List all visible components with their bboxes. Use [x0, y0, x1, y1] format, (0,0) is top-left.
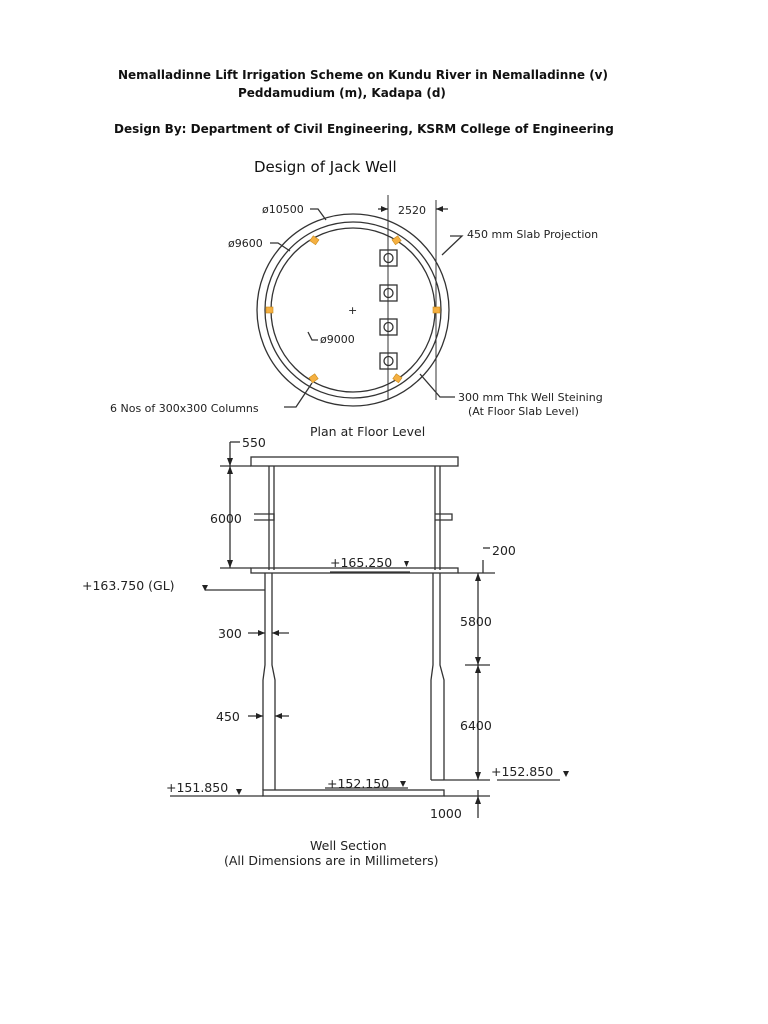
dim-base: 1000	[430, 806, 462, 821]
column-1	[310, 236, 319, 245]
section-caption-2: (All Dimensions are in Millimeters)	[224, 853, 439, 868]
dim-floor-slab: 200	[492, 543, 516, 558]
dim-upper-height: 6000	[210, 511, 242, 526]
page-title: Design of Jack Well	[254, 158, 397, 176]
design-by: Design By: Department of Civil Engineering, KSRM College of Engineering	[114, 122, 614, 136]
column-5	[309, 374, 318, 383]
top-slab	[251, 457, 458, 466]
plan-caption: Plan at Floor Level	[310, 424, 426, 439]
column-3	[266, 307, 273, 313]
slab-projection-label: 450 mm Slab Projection	[467, 228, 599, 241]
level-base: +152.150	[327, 776, 390, 791]
level-left-bottom: +151.850	[166, 780, 229, 795]
section-caption-1: Well Section	[310, 838, 387, 853]
column-4	[433, 307, 440, 313]
center-mark: +	[348, 304, 358, 317]
dim-slab-top: 550	[242, 435, 266, 450]
offset-dim-label: 2520	[398, 204, 426, 217]
columns-note: 6 Nos of 300x300 Columns	[110, 402, 259, 415]
dim-upper-well: 5800	[460, 614, 492, 629]
header-line-1: Nemalladinne Lift Irrigation Scheme on Kundu River in Nemalladinne (v)	[118, 68, 608, 82]
dim-lower-well: 6400	[460, 718, 492, 733]
dia-mid-label: ø9600	[228, 237, 263, 250]
dim-upper-wall: 300	[218, 626, 242, 641]
dia-inner-label: ø9000	[320, 333, 355, 346]
steining-note-2: (At Floor Slab Level)	[468, 405, 579, 418]
header-line-2: Peddamudium (m), Kadapa (d)	[238, 86, 446, 100]
level-ground: +163.750 (GL)	[82, 578, 175, 593]
level-right-bottom: +152.850	[491, 764, 554, 779]
dia-outer-label: ø10500	[262, 203, 304, 216]
dim-lower-wall: 450	[216, 709, 240, 724]
level-floor: +165.250	[330, 555, 393, 570]
steining-note-1: 300 mm Thk Well Steining	[458, 391, 603, 404]
